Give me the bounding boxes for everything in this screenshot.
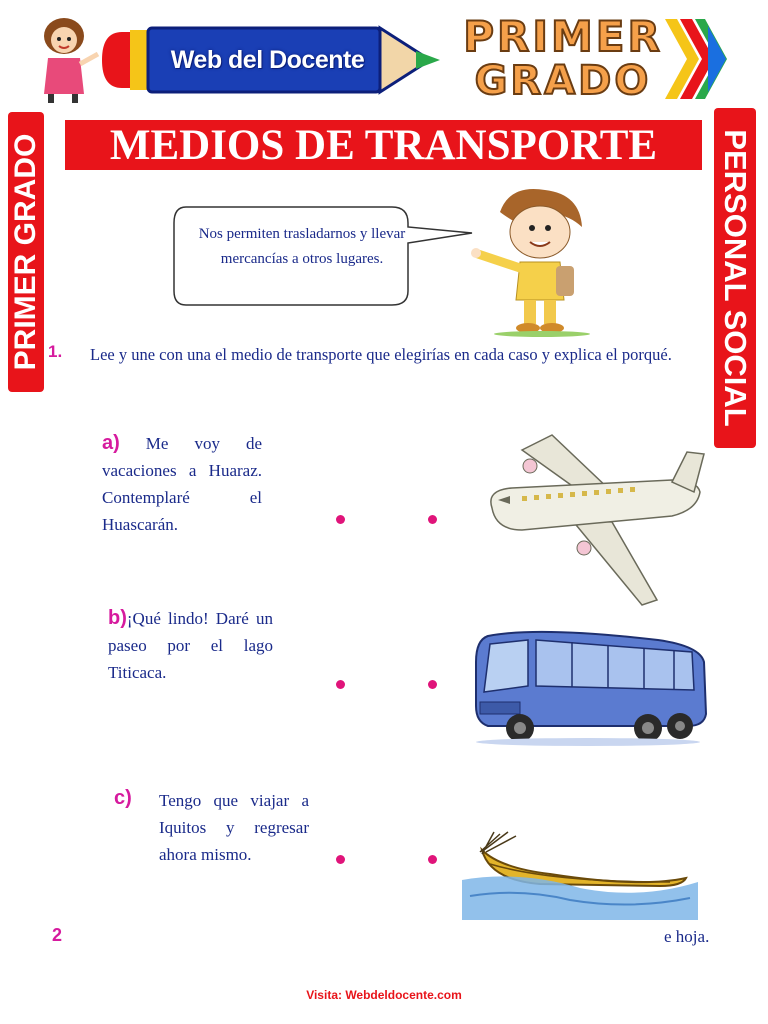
grade-label-line2: GRADO bbox=[474, 58, 652, 104]
question-1-text: Lee y une con una el medio de transporte que elegirías en cada caso y explica el porqué. bbox=[90, 345, 672, 364]
item-b-letter: b) bbox=[108, 607, 127, 629]
question-1-number: 1. bbox=[48, 342, 63, 361]
side-banner-left-label: PRIMER GRADO bbox=[9, 133, 42, 371]
item-a-letter: a) bbox=[102, 432, 120, 454]
grade-label-line1: PRIMER bbox=[463, 12, 663, 61]
match-dot-right-a[interactable] bbox=[428, 515, 437, 524]
question-2-number: 2 bbox=[52, 925, 63, 945]
logo-text: Web del Docente bbox=[170, 46, 365, 74]
match-dot-left-a[interactable] bbox=[336, 515, 345, 524]
footer-link[interactable]: Visita: Webdeldocente.com bbox=[306, 988, 462, 1002]
item-a-text: Me voy de vacaciones a Huaraz. Contemplaré el Huascarán. bbox=[102, 434, 262, 534]
item-a bbox=[102, 430, 262, 538]
item-c-text: Tengo que viajar a Iquitos y regresar ahora mismo. bbox=[159, 791, 309, 864]
page-title: MEDIOS DE TRANSPORTE bbox=[109, 122, 658, 169]
match-dot-left-c[interactable] bbox=[336, 855, 345, 864]
boat-illustration bbox=[460, 830, 700, 920]
item-b bbox=[108, 605, 273, 686]
match-dot-right-c[interactable] bbox=[428, 855, 437, 864]
match-dot-right-b[interactable] bbox=[428, 680, 437, 689]
airplane-illustration bbox=[482, 430, 712, 610]
speech-bubble-text: Nos permiten trasladarnos y llevar mercancías a otros lugares. bbox=[198, 226, 406, 267]
item-b-text: ¡Qué lindo! Daré un paseo por el lago Titicaca. bbox=[108, 609, 273, 682]
match-dot-left-b[interactable] bbox=[336, 680, 345, 689]
bus-illustration bbox=[468, 622, 708, 748]
question-2-text-end: e hoja. bbox=[664, 927, 710, 946]
teacher-mascot-illustration bbox=[30, 14, 102, 104]
item-c-letter: c) bbox=[114, 787, 132, 809]
side-banner-right-label: PERSONAL SOCIAL bbox=[718, 129, 753, 427]
boy-pointing-illustration bbox=[470, 182, 600, 337]
